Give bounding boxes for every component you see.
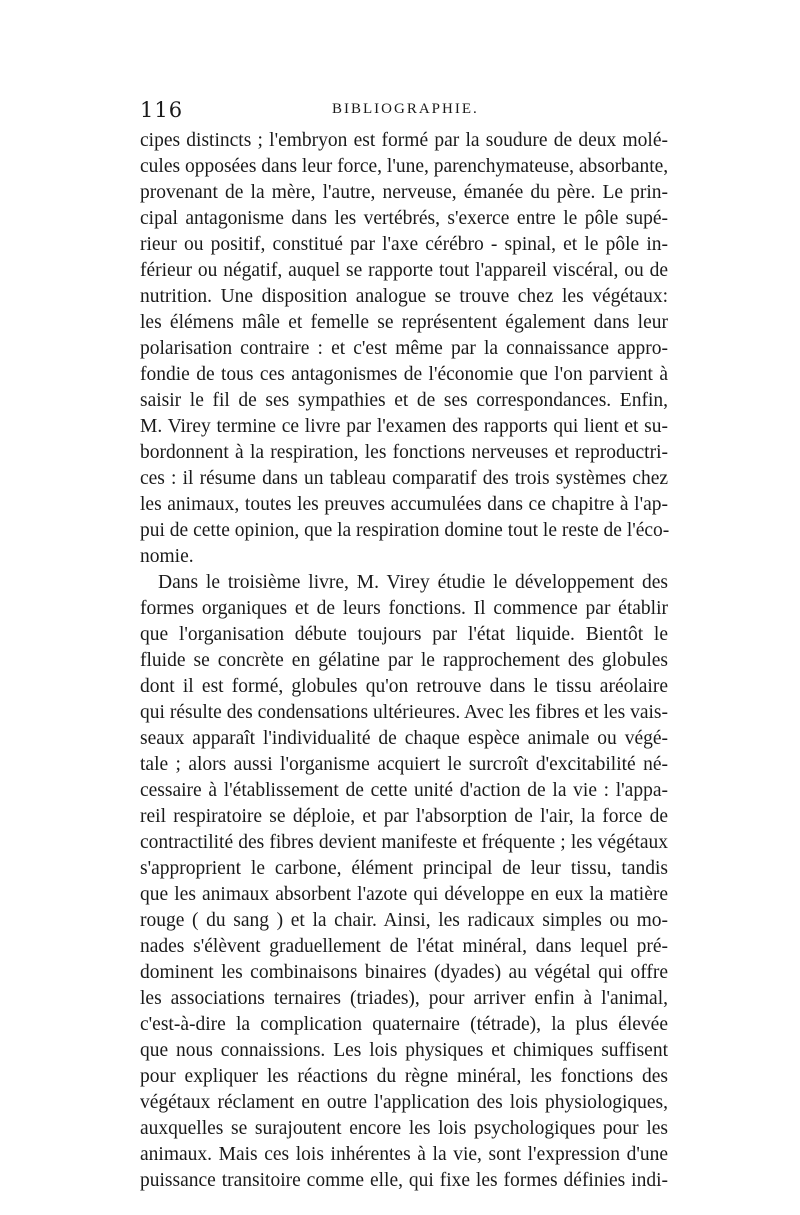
- text-line: animaux. Mais ces lois inhérentes à la vie, sont l'expression d'une: [140, 1144, 668, 1165]
- text-line: nomie.: [140, 546, 194, 567]
- text-line: M. Virey termine ce livre par l'examen des rapports qui lient et su-: [140, 416, 668, 437]
- text-line: que nous connaissions. Les lois physiques et chimiques suffisent: [140, 1040, 668, 1061]
- text-line: reil respiratoire se déploie, et par l'absorption de l'air, la force de: [140, 806, 668, 827]
- text-line: dont il est formé, globules qu'on retrouve dans le tissu aréolaire: [140, 676, 668, 697]
- text-line: seaux apparaît l'individualité de chaque espèce animale ou végé-: [140, 728, 668, 749]
- page-header: [140, 98, 660, 126]
- text-line: contractilité des fibres devient manifeste et fréquente ; les végétaux: [140, 832, 668, 853]
- text-line: ces : il résume dans un tableau comparatif des trois systèmes chez: [140, 468, 668, 489]
- text-line: les animaux, toutes les preuves accumulées dans ce chapitre à l'ap-: [140, 494, 668, 515]
- text-line: pui de cette opinion, que la respiration domine tout le reste de l'éco-: [140, 520, 670, 541]
- text-line: dominent les combinaisons binaires (dyades) au végétal qui offre: [140, 962, 668, 983]
- text-line: cessaire à l'établissement de cette unité d'action de la vie : l'appa-: [140, 780, 668, 801]
- text-line: Dans le troisième livre, M. Virey étudie le développement des: [158, 572, 668, 593]
- text-line: les associations ternaires (triades), pour arriver enfin à l'animal,: [140, 988, 668, 1009]
- text-line: les élémens mâle et femelle se représentent également dans leur: [140, 312, 668, 333]
- text-line: pour expliquer les réactions du règne minéral, les fonctions des: [140, 1066, 668, 1087]
- text-line: que l'organisation débute toujours par l'état liquide. Bientôt le: [140, 624, 668, 645]
- text-line: auxquelles se surajoutent encore les lois psychologiques pour les: [140, 1118, 668, 1139]
- text-line: tale ; alors aussi l'organisme acquiert le surcroît d'excitabilité né-: [140, 754, 668, 775]
- body-text: [140, 128, 668, 1194]
- text-line: saisir le fil de ses sympathies et de ses correspondances. Enfin,: [140, 390, 668, 411]
- text-line: cipal antagonisme dans les vertébrés, s'exerce entre le pôle supé-: [140, 208, 668, 229]
- running-head: BIBLIOGRAPHIE.: [332, 101, 479, 117]
- text-line: nades s'élèvent graduellement de l'état minéral, dans lequel pré-: [140, 936, 668, 957]
- text-line: fondie de tous ces antagonismes de l'économie que l'on parvient à: [140, 364, 668, 385]
- text-line: rouge ( du sang ) et la chair. Ainsi, les radicaux simples ou mo-: [140, 910, 668, 931]
- text-line: polarisation contraire : et c'est même par la connaissance appro-: [140, 338, 668, 359]
- text-line: s'approprient le carbone, élément principal de leur tissu, tandis: [140, 858, 668, 879]
- text-line: bordonnent à la respiration, les fonctions nerveuses et reproductri-: [140, 442, 668, 463]
- text-line: fluide se concrète en gélatine par le rapprochement des globules: [140, 650, 668, 671]
- text-line: c'est-à-dire la complication quaternaire (tétrade), la plus élevée: [140, 1014, 668, 1035]
- text-line: cules opposées dans leur force, l'une, parenchymateuse, absorbante,: [140, 156, 669, 177]
- text-line: que les animaux absorbent l'azote qui développe en eux la matière: [140, 884, 668, 905]
- text-line: cipes distincts ; l'embryon est formé par la soudure de deux molé-: [140, 130, 668, 151]
- text-line: rieur ou positif, constitué par l'axe cérébro - spinal, et le pôle in-: [140, 234, 668, 255]
- page-number: 116: [140, 98, 184, 122]
- text-line: qui résulte des condensations ultérieures. Avec les fibres et les vais-: [140, 702, 668, 723]
- text-line: puissance transitoire comme elle, qui fixe les formes définies indi-: [140, 1170, 668, 1191]
- text-line: formes organiques et de leurs fonctions. Il commence par établir: [140, 598, 668, 619]
- text-line: végétaux réclament en outre l'application des lois physiologiques,: [140, 1092, 668, 1113]
- text-line: nutrition. Une disposition analogue se trouve chez les végétaux:: [140, 286, 668, 307]
- text-line: provenant de la mère, l'autre, nerveuse, émanée du père. Le prin-: [140, 182, 668, 203]
- text-line: férieur ou négatif, auquel se rapporte tout l'appareil viscéral, ou de: [140, 260, 668, 281]
